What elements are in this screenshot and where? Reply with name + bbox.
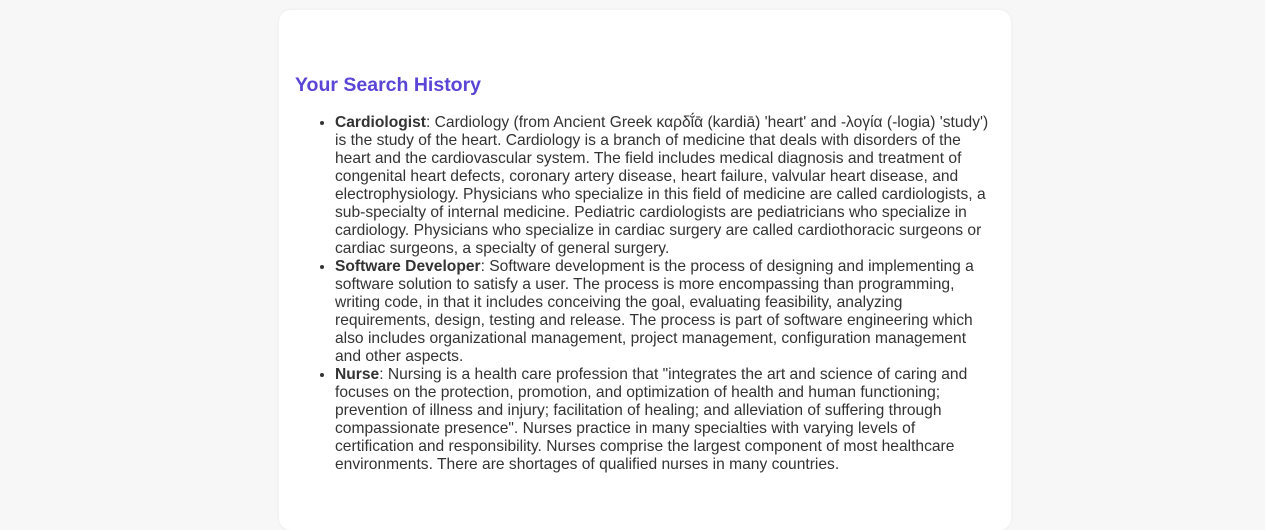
history-item-term: Software Developer	[335, 258, 481, 275]
history-item-separator: :	[425, 114, 435, 131]
history-item-description: Cardiology (from Ancient Greek καρδῐ́ᾱ (kardiā) 'heart' and -λογία (-logia) 'study') is the study of the heart. Cardiology is a branch of medicine that deals with disorders of the heart and the cardiovascular system. The field includes medical diagnosis and treatment of congenital heart defects, coronary artery disease, heart failure, valvular heart disease, and electrophysiology. Physicians who specialize in this field of medicine are called cardiologists, a sub-specialty of internal medicine. Pediatric cardiologists are pediatricians who specialize in cardiology. Physicians who specialize in cardiac surgery are called cardiothoracic surgeons or cardiac surgeons, a specialty of general surgery.	[335, 114, 989, 257]
history-item-description: Nursing is a health care profession that "integrates the art and science of caring and focuses on the protection, promotion, and optimization of health and human functioning; prevention of illness and injury; facilitation of healing; and alleviation of suffering through compassionate presence". Nurses practice in many specialties with varying levels of certification and responsibility. Nurses comprise the largest component of most healthcare environments. There are shortages of qualified nurses in many countries.	[335, 366, 968, 473]
search-history-list	[295, 114, 995, 474]
history-item-separator: :	[480, 258, 490, 275]
search-history-card	[279, 10, 1011, 530]
history-item-software-developer	[335, 258, 995, 366]
history-item-description: Software development is the process of designing and implementing a software solution to satisfy a user. The process is more encompassing than programming, writing code, in that it includes conceiving the goal, evaluating feasibility, analyzing requirements, design, testing and release. The process is part of software engineering which also includes organizational management, project management, configuration management and other aspects.	[335, 258, 974, 365]
history-item-term: Nurse	[335, 366, 380, 383]
history-item-separator: :	[379, 366, 388, 383]
history-item-term: Cardiologist	[335, 114, 426, 131]
history-item-nurse	[335, 366, 995, 474]
search-history-title: Your Search History	[295, 74, 482, 96]
history-item-cardiologist	[335, 114, 995, 258]
